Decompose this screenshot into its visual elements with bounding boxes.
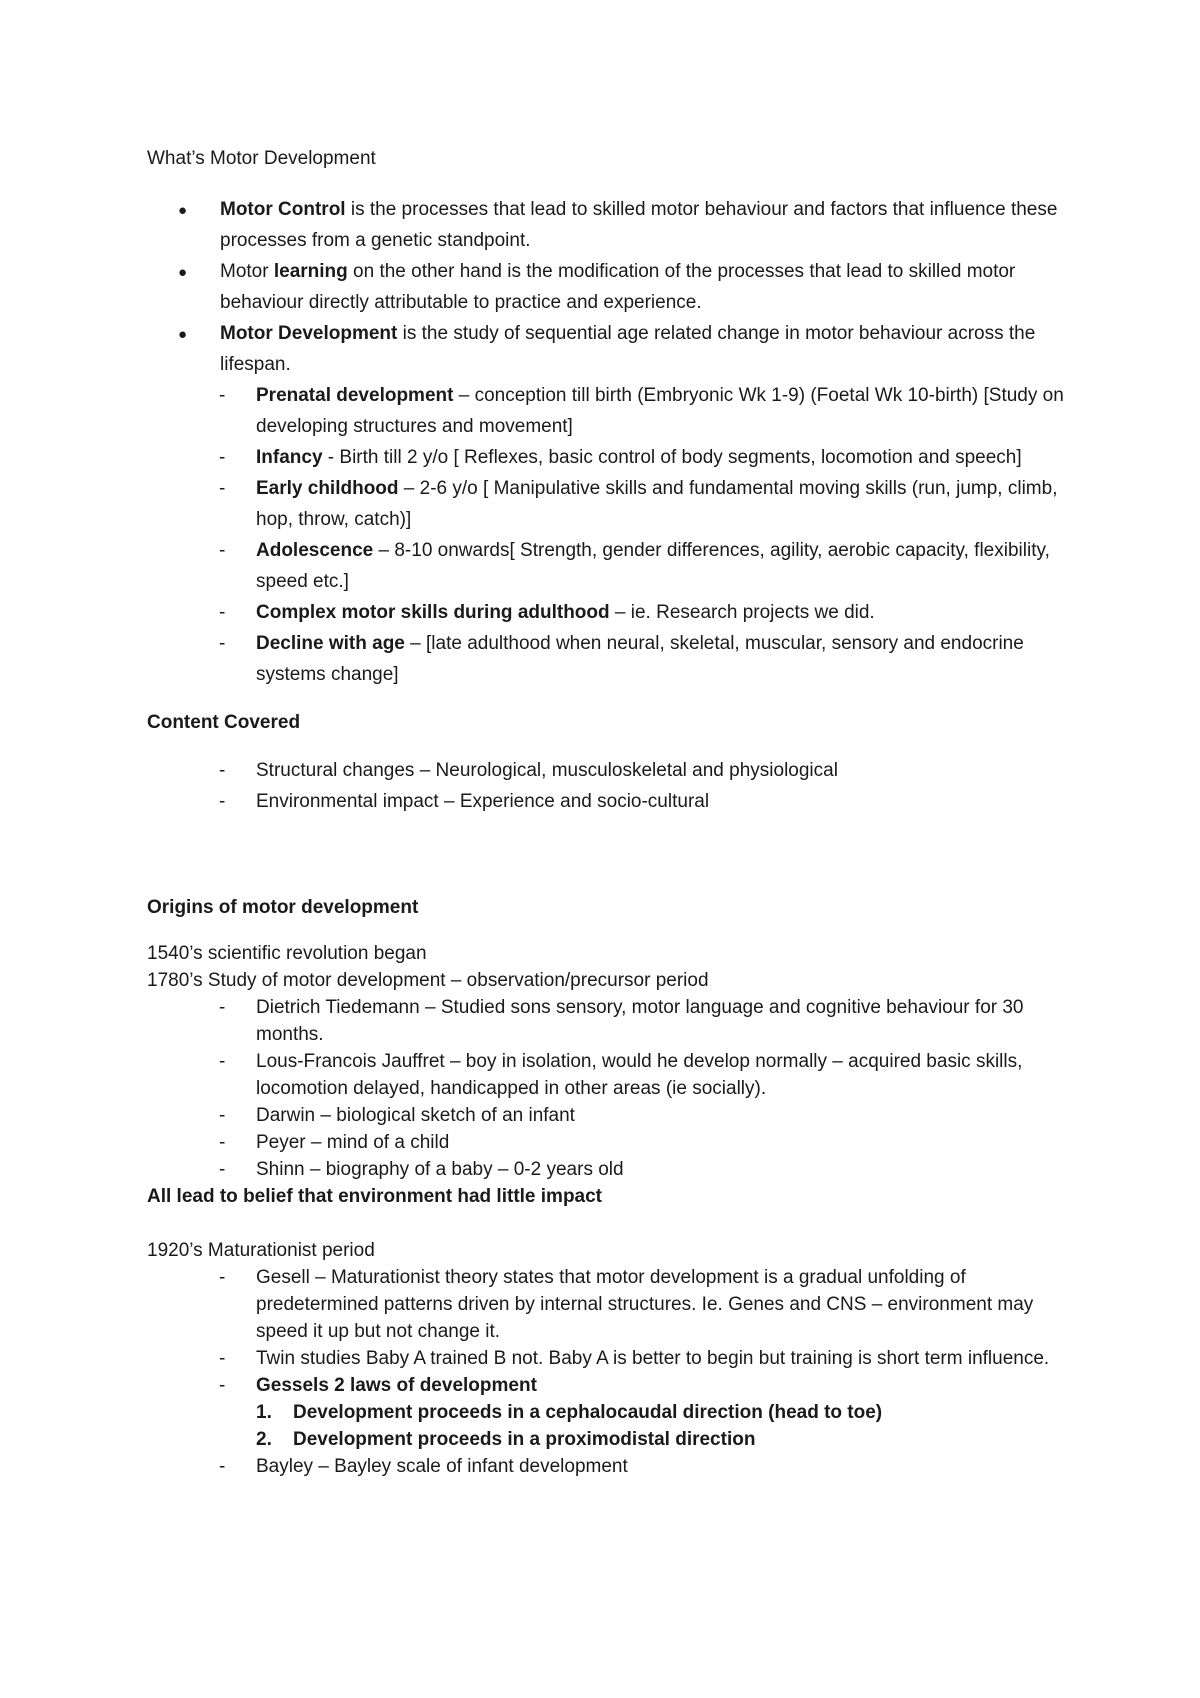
item-number: 1. [256,1402,272,1423]
stage-text: - Birth till 2 y/o [ Reflexes, basic control of body segments, locomotion and speech] [322,447,1022,468]
term: learning [273,261,348,282]
definition: is the study of sequential age related change in motor behaviour across the lifespan. [220,323,1036,375]
item-text: Peyer – mind of a child [256,1132,450,1153]
stage-text: – 8-10 onwards[ Strength, gender differences, agility, aerobic capacity, flexibility, speed etc.] [256,540,1050,592]
term: Motor Development [220,323,398,344]
list-item [147,1453,1077,1480]
list-item [147,318,1077,690]
item-text: Development proceeds in a proximodistal direction [293,1429,756,1450]
dash-icon: - [219,1375,226,1396]
dash-icon: - [219,997,226,1018]
stage-text: – ie. Research projects we did. [609,602,875,623]
item-text: Bayley – Bayley scale of infant development [256,1456,628,1477]
stage-name: Early childhood [256,478,399,499]
bullet-icon: ● [178,202,188,219]
bullet-icon: ● [178,326,188,343]
list-item [147,535,1077,597]
item-text: Environmental impact – Experience and socio-cultural [256,791,710,812]
conclusion: All lead to belief that environment had little impact [147,1186,603,1207]
dash-icon: - [219,1456,226,1477]
stage-name: Infancy [256,447,323,468]
term-prefix: Motor [220,261,274,282]
dash-icon: - [219,1348,226,1369]
list-item [147,1129,1077,1156]
dash-icon: - [219,791,226,812]
list-item [147,442,1077,473]
dash-icon: - [219,633,226,654]
definition: is the processes that lead to skilled motor behaviour and factors that influence these processes from a genetic standpoint. [220,199,1058,251]
section-heading: Origins of motor development [147,897,419,918]
stage-name: Adolescence [256,540,374,561]
stage-text: – conception till birth (Embryonic Wk 1-9) (Foetal Wk 10-birth) [Study on developing structures and movement] [256,385,1064,437]
stage-text: – 2-6 y/o [ Manipulative skills and fundamental moving skills (run, jump, climb, hop, throw, catch)] [256,478,1058,530]
page-title: What’s Motor Development [147,148,376,169]
list-item [147,1264,1077,1345]
definition-list [147,194,1077,690]
laws-list [147,1399,1077,1453]
item-number: 2. [256,1429,272,1450]
list-item [147,786,1077,817]
dash-icon: - [219,1159,226,1180]
list-item [147,473,1077,535]
item-text: Structural changes – Neurological, musculoskeletal and physiological [256,760,838,781]
list-item [147,1372,1077,1453]
document-page [147,148,1077,1480]
list-item [147,1345,1077,1372]
paragraph: 1540’s scientific revolution began [147,943,427,964]
dash-icon: - [219,1051,226,1072]
item-text: Dietrich Tiedemann – Studied sons sensory, motor language and cognitive behaviour for 30 months. [256,997,1024,1045]
list-item [147,1426,1077,1453]
term: Motor Control [220,199,346,220]
stage-text: – [late adulthood when neural, skeletal, muscular, sensory and endocrine systems change] [256,633,1024,685]
list-item [147,1102,1077,1129]
bullet-icon: ● [178,264,188,281]
list-item [147,256,1077,318]
list-item [147,1399,1077,1426]
definition: on the other hand is the modification of the processes that lead to skilled motor behaviour directly attributable to practice and experience. [220,261,1016,313]
dash-icon: - [219,1267,226,1288]
dash-icon: - [219,385,226,406]
list-item [147,994,1077,1048]
item-text: Development proceeds in a cephalocaudal direction (head to toe) [293,1402,883,1423]
stage-name: Complex motor skills during adulthood [256,602,610,623]
list-item [147,755,1077,786]
item-text: Lous-Francois Jauffret – boy in isolation, would he develop normally – acquired basic skills, locomotion delayed, handicapped in other areas (ie socially). [256,1051,1023,1099]
section-heading: Content Covered [147,712,301,733]
dash-icon: - [219,478,226,499]
maturationist-list [147,1264,1077,1480]
stage-name: Decline with age [256,633,405,654]
list-item [147,380,1077,442]
item-text: Gesell – Maturationist theory states that motor development is a gradual unfolding of predetermined patterns driven by internal structures. Ie. Genes and CNS – environment may speed it up but not change it. [256,1267,1034,1342]
item-text: Twin studies Baby A trained B not. Baby A is better to begin but training is short term influence. [256,1348,1050,1369]
dash-icon: - [219,760,226,781]
dash-icon: - [219,602,226,623]
dash-icon: - [219,540,226,561]
list-item [147,1156,1077,1183]
list-item [147,194,1077,256]
list-item [147,597,1077,628]
dash-icon: - [219,447,226,468]
paragraph: 1920’s Maturationist period [147,1240,375,1261]
paragraph: 1780’s Study of motor development – observation/precursor period [147,970,709,991]
stage-name: Prenatal development [256,385,454,406]
item-text: Darwin – biological sketch of an infant [256,1105,575,1126]
dash-icon: - [219,1105,226,1126]
dash-icon: - [219,1132,226,1153]
list-item [147,1048,1077,1102]
list-item [147,628,1077,690]
content-list [147,755,1077,817]
item-text: Shinn – biography of a baby – 0-2 years old [256,1159,624,1180]
laws-heading: Gessels 2 laws of development [256,1375,537,1396]
stage-list [147,380,1077,690]
origins-list [147,994,1077,1183]
